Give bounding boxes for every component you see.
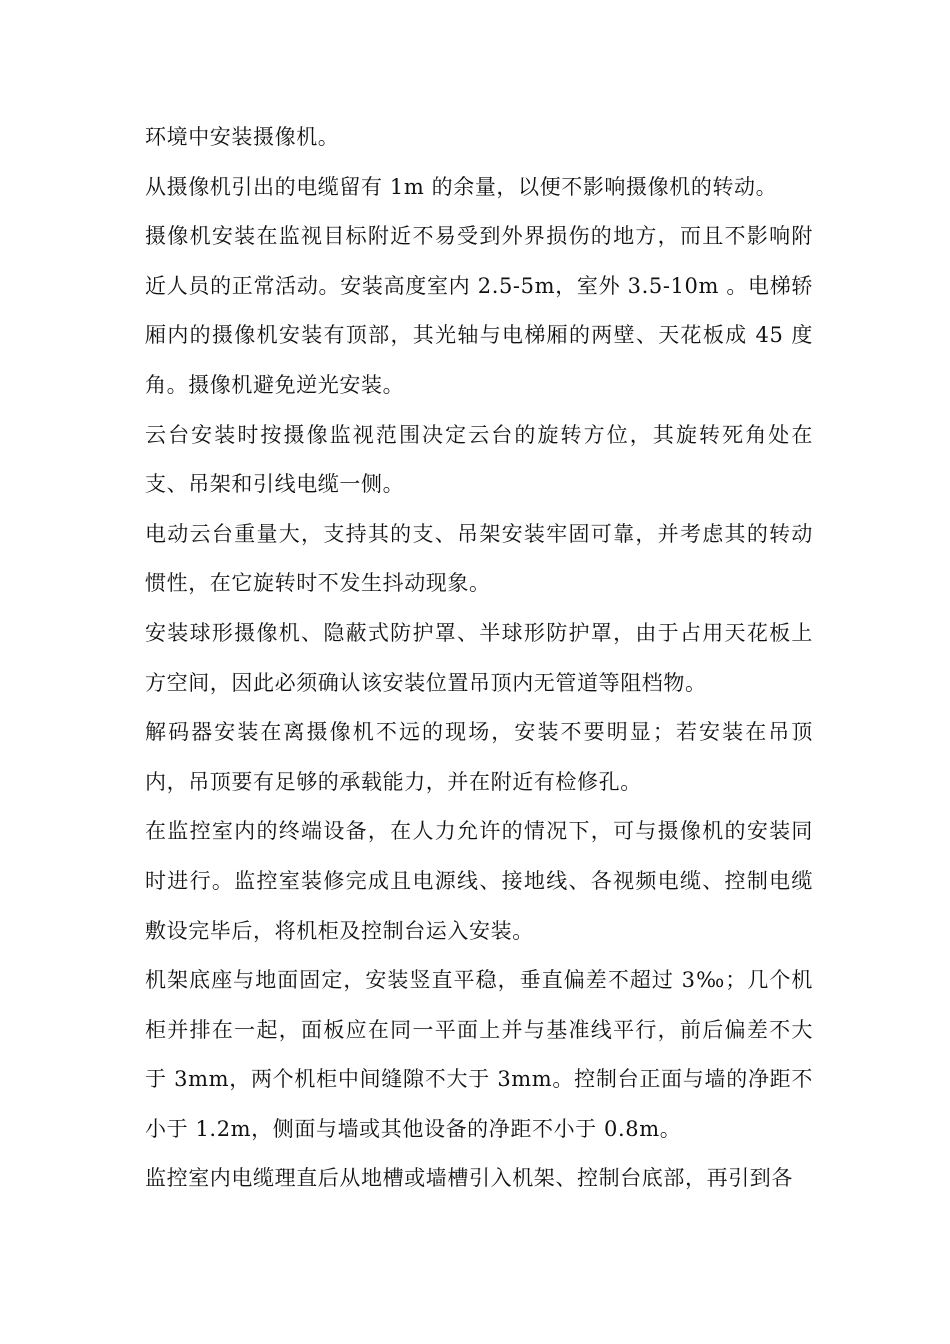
paragraph-4: 云台安装时按摄像监视范围决定云台的旋转方位，其旋转死角处在支、吊架和引线电缆一侧。 [145, 422, 813, 497]
paragraph-10: 监控室内电缆理直后从地槽或墙槽引入机架、控制台底部，再引到各 [145, 1166, 793, 1191]
paragraph-6: 安装球形摄像机、隐蔽式防护罩、半球形防护罩，由于占用天花板上方空间，因此必须确认该安装位置吊顶内无管道等阻档物。 [145, 620, 813, 695]
document-body [145, 113, 813, 1204]
paragraph-7: 解码器安装在离摄像机不远的现场，安装不要明显；若安装在吊顶内，吊顶要有足够的承载能力，并在附近有检修孔。 [145, 720, 813, 794]
paragraph-2: 从摄像机引出的电缆留有 1m 的余量，以便不影响摄像机的转动。 [145, 174, 778, 199]
paragraph-8: 在监控室内的终端设备，在人力允许的情况下，可与摄像机的安装同时进行。监控室装修完成且电源线、接地线、各视频电缆、控制电缆敷设完毕后，将机柜及控制台运入安装。 [145, 819, 813, 943]
paragraph-3: 摄像机安装在监视目标附近不易受到外界损伤的地方，而且不影响附近人员的正常活动。安装高度室内 2.5-5m，室外 3.5-10m 。电梯轿厢内的摄像机安装有顶部，其光轴与电梯厢的两壁、天花板成 45 度角。摄像机避免逆光安装。 [145, 224, 813, 397]
paragraph-1: 环境中安装摄像机。 [145, 125, 340, 149]
paragraph-9: 机架底座与地面固定，安装竖直平稳，垂直偏差不超过 3‰；几个机柜并排在一起，面板应在同一平面上并与基准线平行，前后偏差不大于 3mm，两个机柜中间缝隙不大于 3mm。控制台正面与墙的净距不小于 1.2m，侧面与墙或其他设备的净距不小于 0.8m。 [145, 968, 813, 1141]
paragraph-5: 电动云台重量大，支持其的支、吊架安装牢固可靠，并考虑其的转动惯性，在它旋转时不发生抖动现象。 [145, 521, 813, 596]
